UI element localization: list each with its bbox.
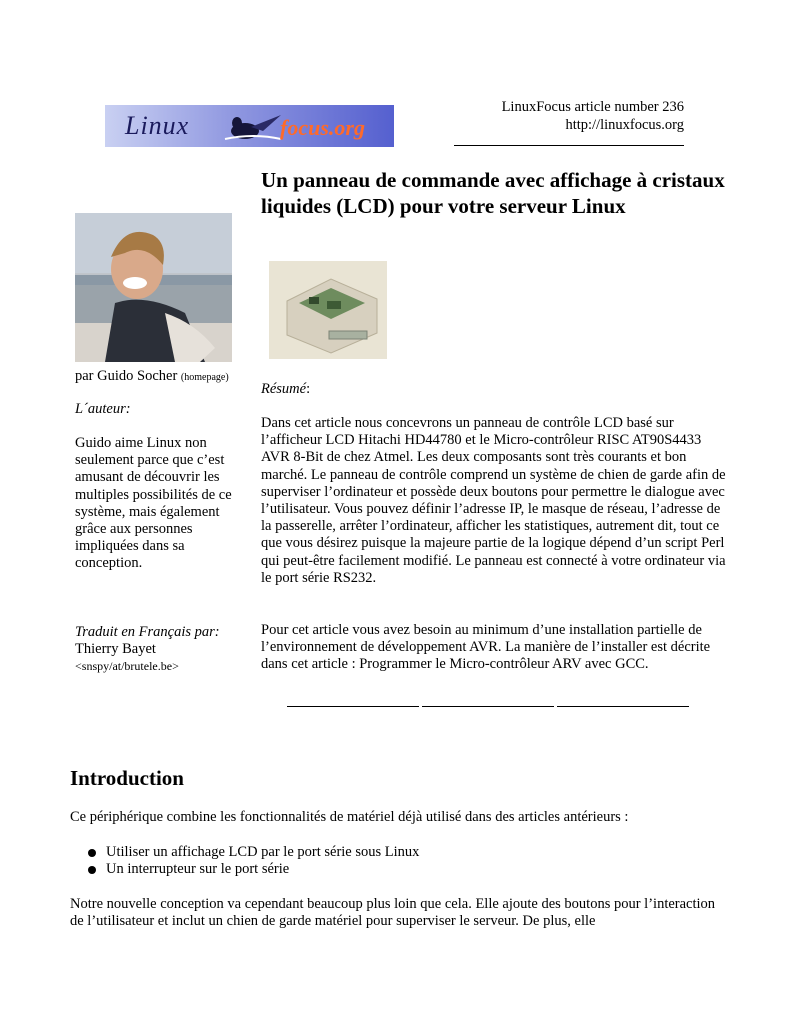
- article-info: [502, 98, 684, 134]
- list-item-link[interactable]: Utiliser un affichage LCD par le port série sous Linux: [106, 844, 420, 860]
- bullet-icon: [88, 849, 96, 857]
- article-title: Un panneau de commande avec affichage à cristaux liquides (LCD) pour votre serveur Linux: [261, 168, 725, 218]
- separator-rule: [422, 706, 554, 707]
- article-number: LinuxFocus article number 236: [501, 99, 684, 115]
- abstract-label: [261, 381, 310, 398]
- linuxfocus-logo[interactable]: [105, 105, 394, 147]
- translator-email: <snspy/at/brutele.be>: [75, 659, 179, 673]
- author-photo: [75, 213, 232, 362]
- list-item: [86, 844, 419, 861]
- site-url-link[interactable]: http://linuxfocus.org: [565, 117, 684, 133]
- abstract-label-text: Résumé: [261, 381, 307, 397]
- abstract-paragraph-1: Dans cet article nous concevrons un panneau de contrôle LCD basé sur l’afficheur LCD Hitachi HD44780 et le Micro-contrôleur RISC AT90S4433 AVR 8-Bit de chez Atmel. Les deux composants sont très courants et bon marché. Le panneau de contrôle comprend un système de chien de garde afin de superviser l’ordinateur et possède deux boutons pour permettre le dialogue avec l’utilisateur. Vous pouvez définir l’adresse IP, le masque de réseau, l’adresse de la passerelle, arrêter l’ordinateur, afficher les statistiques, autrement dit, tout ce que vous désirez puisque la majeure partie de la logique dépend d’un script Perl qui peut-être facilement modifié. Le panneau est connecté à votre ordinateur via le port série RS232.: [261, 415, 726, 586]
- abstract-paragraph-2: Pour cet article vous avez besoin au minimum d’une installation partielle de l’environnement de développement AVR. La manière de l’installer est décrite dans cet article : Programmer le Micro-contrôleur ARV avec GCC.: [261, 622, 711, 673]
- about-author-heading: L´auteur:: [75, 401, 131, 417]
- logo-focus-text: focus.org: [280, 115, 365, 140]
- introduction-paragraph-2: Notre nouvelle conception va cependant beaucoup plus loin que cela. Elle ajoute des boutons pour l’interaction de l’utilisateur et inclut un chien de garde matériel pour superviser le serveur. De plus, elle: [70, 896, 716, 930]
- bullet-icon: [88, 866, 96, 874]
- abstract-label-colon: :: [306, 381, 311, 397]
- lcd-panel-photo[interactable]: [269, 261, 387, 359]
- author-name: par Guido Socher: [75, 368, 178, 384]
- separator-rule: [287, 706, 419, 707]
- list-item-link[interactable]: Un interrupteur sur le port série: [106, 861, 290, 877]
- introduction-heading: Introduction: [70, 766, 184, 790]
- introduction-paragraph-1: Ce périphérique combine les fonctionnalités de matériel déjà utilisé dans des articles antérieurs :: [70, 809, 629, 825]
- about-author-text: Guido aime Linux non seulement parce que c’est amusant de découvrir les multiples possibilités de ce système, mais également grâce aux personnes impliquées dans sa conception.: [75, 435, 232, 572]
- separator-rule: [557, 706, 689, 707]
- list-item: [86, 861, 419, 878]
- header-rule: [454, 145, 684, 146]
- translated-by-heading: Traduit en Français par:: [75, 624, 220, 640]
- homepage-link[interactable]: (homepage): [180, 372, 229, 383]
- introduction-list: [86, 844, 419, 878]
- penguin-bird-icon: [223, 109, 283, 143]
- translator-name: Thierry Bayet: [75, 641, 156, 657]
- byline: [75, 367, 229, 387]
- logo-linux-text: Linux: [125, 111, 190, 140]
